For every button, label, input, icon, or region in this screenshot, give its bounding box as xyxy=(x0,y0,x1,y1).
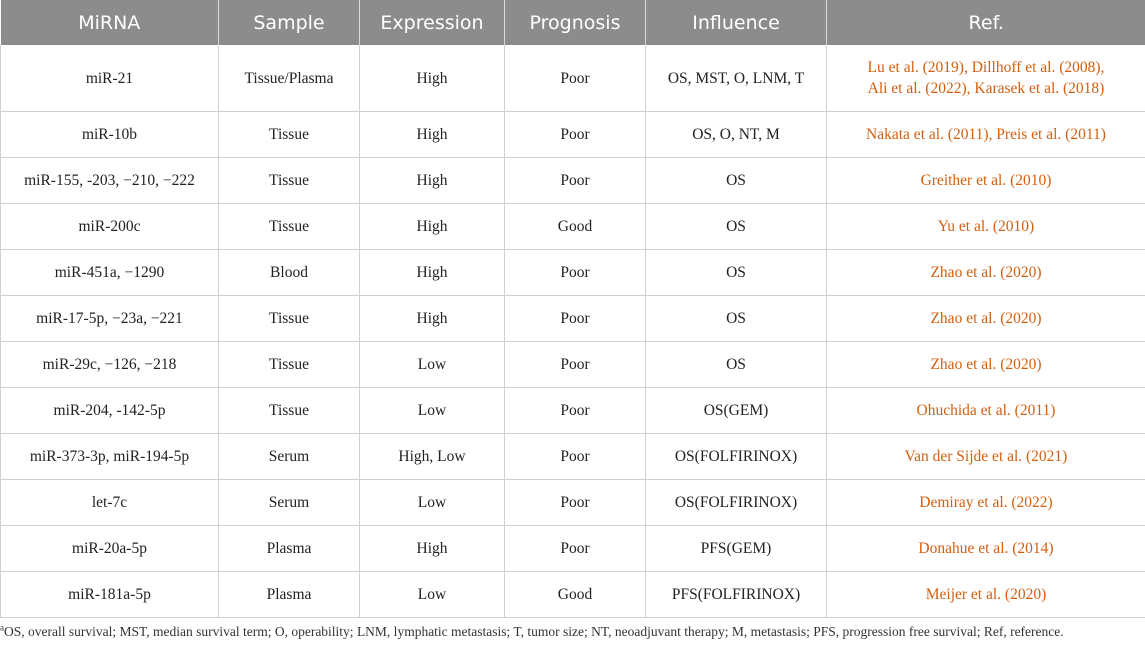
table-row xyxy=(1,526,1145,572)
header-influence: Influence xyxy=(646,0,827,45)
cell-expression: High xyxy=(360,158,505,204)
ref-link[interactable]: Ohuchida et al. (2011) xyxy=(916,402,1056,419)
cell-expression: Low xyxy=(360,480,505,526)
cell-mirna: miR-20a-5p xyxy=(1,526,219,572)
cell-influence: OS, MST, O, LNM, T xyxy=(646,45,827,112)
cell-prognosis: Poor xyxy=(505,45,646,112)
cell-ref xyxy=(827,526,1145,572)
cell-ref xyxy=(827,434,1145,480)
footnote-text: OS, overall survival; MST, median survival term; O, operability; LNM, lymphatic metastasis; T, tumor size; NT, neoadjuvant therapy; M, metastasis; PFS, progression free survival; Ref, reference. xyxy=(4,624,1064,639)
header-expression: Expression xyxy=(360,0,505,45)
cell-prognosis: Good xyxy=(505,572,646,618)
ref-link[interactable]: Zhao et al. (2020) xyxy=(930,356,1042,373)
cell-sample: Plasma xyxy=(219,526,360,572)
cell-prognosis: Poor xyxy=(505,250,646,296)
cell-influence: PFS(GEM) xyxy=(646,526,827,572)
table-row xyxy=(1,296,1145,342)
cell-ref xyxy=(827,572,1145,618)
table-row xyxy=(1,158,1145,204)
cell-mirna: miR-155, -203, −210, −222 xyxy=(1,158,219,204)
table-row xyxy=(1,342,1145,388)
cell-expression: High xyxy=(360,204,505,250)
cell-influence: OS xyxy=(646,250,827,296)
cell-sample: Tissue xyxy=(219,204,360,250)
cell-mirna: miR-21 xyxy=(1,45,219,112)
cell-expression: High xyxy=(360,250,505,296)
table-row xyxy=(1,388,1145,434)
cell-mirna: miR-10b xyxy=(1,112,219,158)
ref-link[interactable]: Greither et al. (2010) xyxy=(920,172,1052,189)
cell-ref xyxy=(827,388,1145,434)
cell-sample: Tissue/Plasma xyxy=(219,45,360,112)
table-row xyxy=(1,45,1145,112)
cell-expression: High xyxy=(360,296,505,342)
ref-link[interactable]: Zhao et al. (2020) xyxy=(930,310,1042,327)
ref-link[interactable]: Ali et al. (2022), Karasek et al. (2018) xyxy=(867,80,1105,97)
cell-influence: OS xyxy=(646,296,827,342)
table-row xyxy=(1,572,1145,618)
cell-ref xyxy=(827,204,1145,250)
cell-sample: Tissue xyxy=(219,158,360,204)
table-row xyxy=(1,204,1145,250)
cell-prognosis: Poor xyxy=(505,434,646,480)
cell-mirna: miR-204, -142-5p xyxy=(1,388,219,434)
cell-influence: OS xyxy=(646,204,827,250)
cell-prognosis: Poor xyxy=(505,480,646,526)
cell-prognosis: Good xyxy=(505,204,646,250)
cell-sample: Serum xyxy=(219,434,360,480)
cell-expression: High xyxy=(360,45,505,112)
cell-prognosis: Poor xyxy=(505,526,646,572)
cell-mirna: miR-451a, −1290 xyxy=(1,250,219,296)
cell-sample: Blood xyxy=(219,250,360,296)
cell-prognosis: Poor xyxy=(505,342,646,388)
cell-sample: Tissue xyxy=(219,296,360,342)
table-row xyxy=(1,480,1145,526)
cell-ref xyxy=(827,342,1145,388)
cell-mirna: let-7c xyxy=(1,480,219,526)
ref-link[interactable]: Donahue et al. (2014) xyxy=(918,540,1054,557)
header-row xyxy=(1,0,1145,45)
table-row xyxy=(1,250,1145,296)
ref-link[interactable]: Nakata et al. (2011), Preis et al. (2011) xyxy=(866,126,1106,143)
cell-mirna: miR-181a-5p xyxy=(1,572,219,618)
table-row xyxy=(1,434,1145,480)
cell-expression: High xyxy=(360,112,505,158)
cell-influence: OS(FOLFIRINOX) xyxy=(646,434,827,480)
cell-expression: High, Low xyxy=(360,434,505,480)
cell-sample: Tissue xyxy=(219,112,360,158)
cell-ref xyxy=(827,112,1145,158)
cell-prognosis: Poor xyxy=(505,158,646,204)
ref-link[interactable]: Lu et al. (2019), Dillhoff et al. (2008), xyxy=(867,59,1105,76)
table-row xyxy=(1,112,1145,158)
cell-ref xyxy=(827,45,1145,112)
cell-prognosis: Poor xyxy=(505,388,646,434)
cell-expression: Low xyxy=(360,388,505,434)
cell-influence: OS xyxy=(646,158,827,204)
cell-sample: Tissue xyxy=(219,388,360,434)
cell-ref xyxy=(827,158,1145,204)
header-ref: Ref. xyxy=(827,0,1145,45)
cell-expression: Low xyxy=(360,342,505,388)
ref-link[interactable]: Van der Sijde et al. (2021) xyxy=(904,448,1068,465)
cell-ref xyxy=(827,296,1145,342)
footnote-marker: a xyxy=(0,622,4,633)
cell-expression: High xyxy=(360,526,505,572)
cell-mirna: miR-29c, −126, −218 xyxy=(1,342,219,388)
cell-influence: OS xyxy=(646,342,827,388)
cell-mirna: miR-200c xyxy=(1,204,219,250)
cell-influence: OS, O, NT, M xyxy=(646,112,827,158)
table-footnote xyxy=(0,623,1140,641)
cell-influence: OS(GEM) xyxy=(646,388,827,434)
cell-expression: Low xyxy=(360,572,505,618)
cell-prognosis: Poor xyxy=(505,112,646,158)
ref-link[interactable]: Meijer et al. (2020) xyxy=(925,586,1047,603)
cell-influence: PFS(FOLFIRINOX) xyxy=(646,572,827,618)
cell-prognosis: Poor xyxy=(505,296,646,342)
cell-ref xyxy=(827,480,1145,526)
cell-mirna: miR-373-3p, miR-194-5p xyxy=(1,434,219,480)
header-prognosis: Prognosis xyxy=(505,0,646,45)
cell-influence: OS(FOLFIRINOX) xyxy=(646,480,827,526)
ref-link[interactable]: Yu et al. (2010) xyxy=(937,218,1035,235)
cell-sample: Serum xyxy=(219,480,360,526)
ref-link[interactable]: Zhao et al. (2020) xyxy=(930,264,1042,281)
ref-link[interactable]: Demiray et al. (2022) xyxy=(919,494,1053,511)
cell-mirna: miR-17-5p, −23a, −221 xyxy=(1,296,219,342)
header-sample: Sample xyxy=(219,0,360,45)
cell-sample: Tissue xyxy=(219,342,360,388)
cell-sample: Plasma xyxy=(219,572,360,618)
cell-ref xyxy=(827,250,1145,296)
header-mirna: MiRNA xyxy=(1,0,219,45)
